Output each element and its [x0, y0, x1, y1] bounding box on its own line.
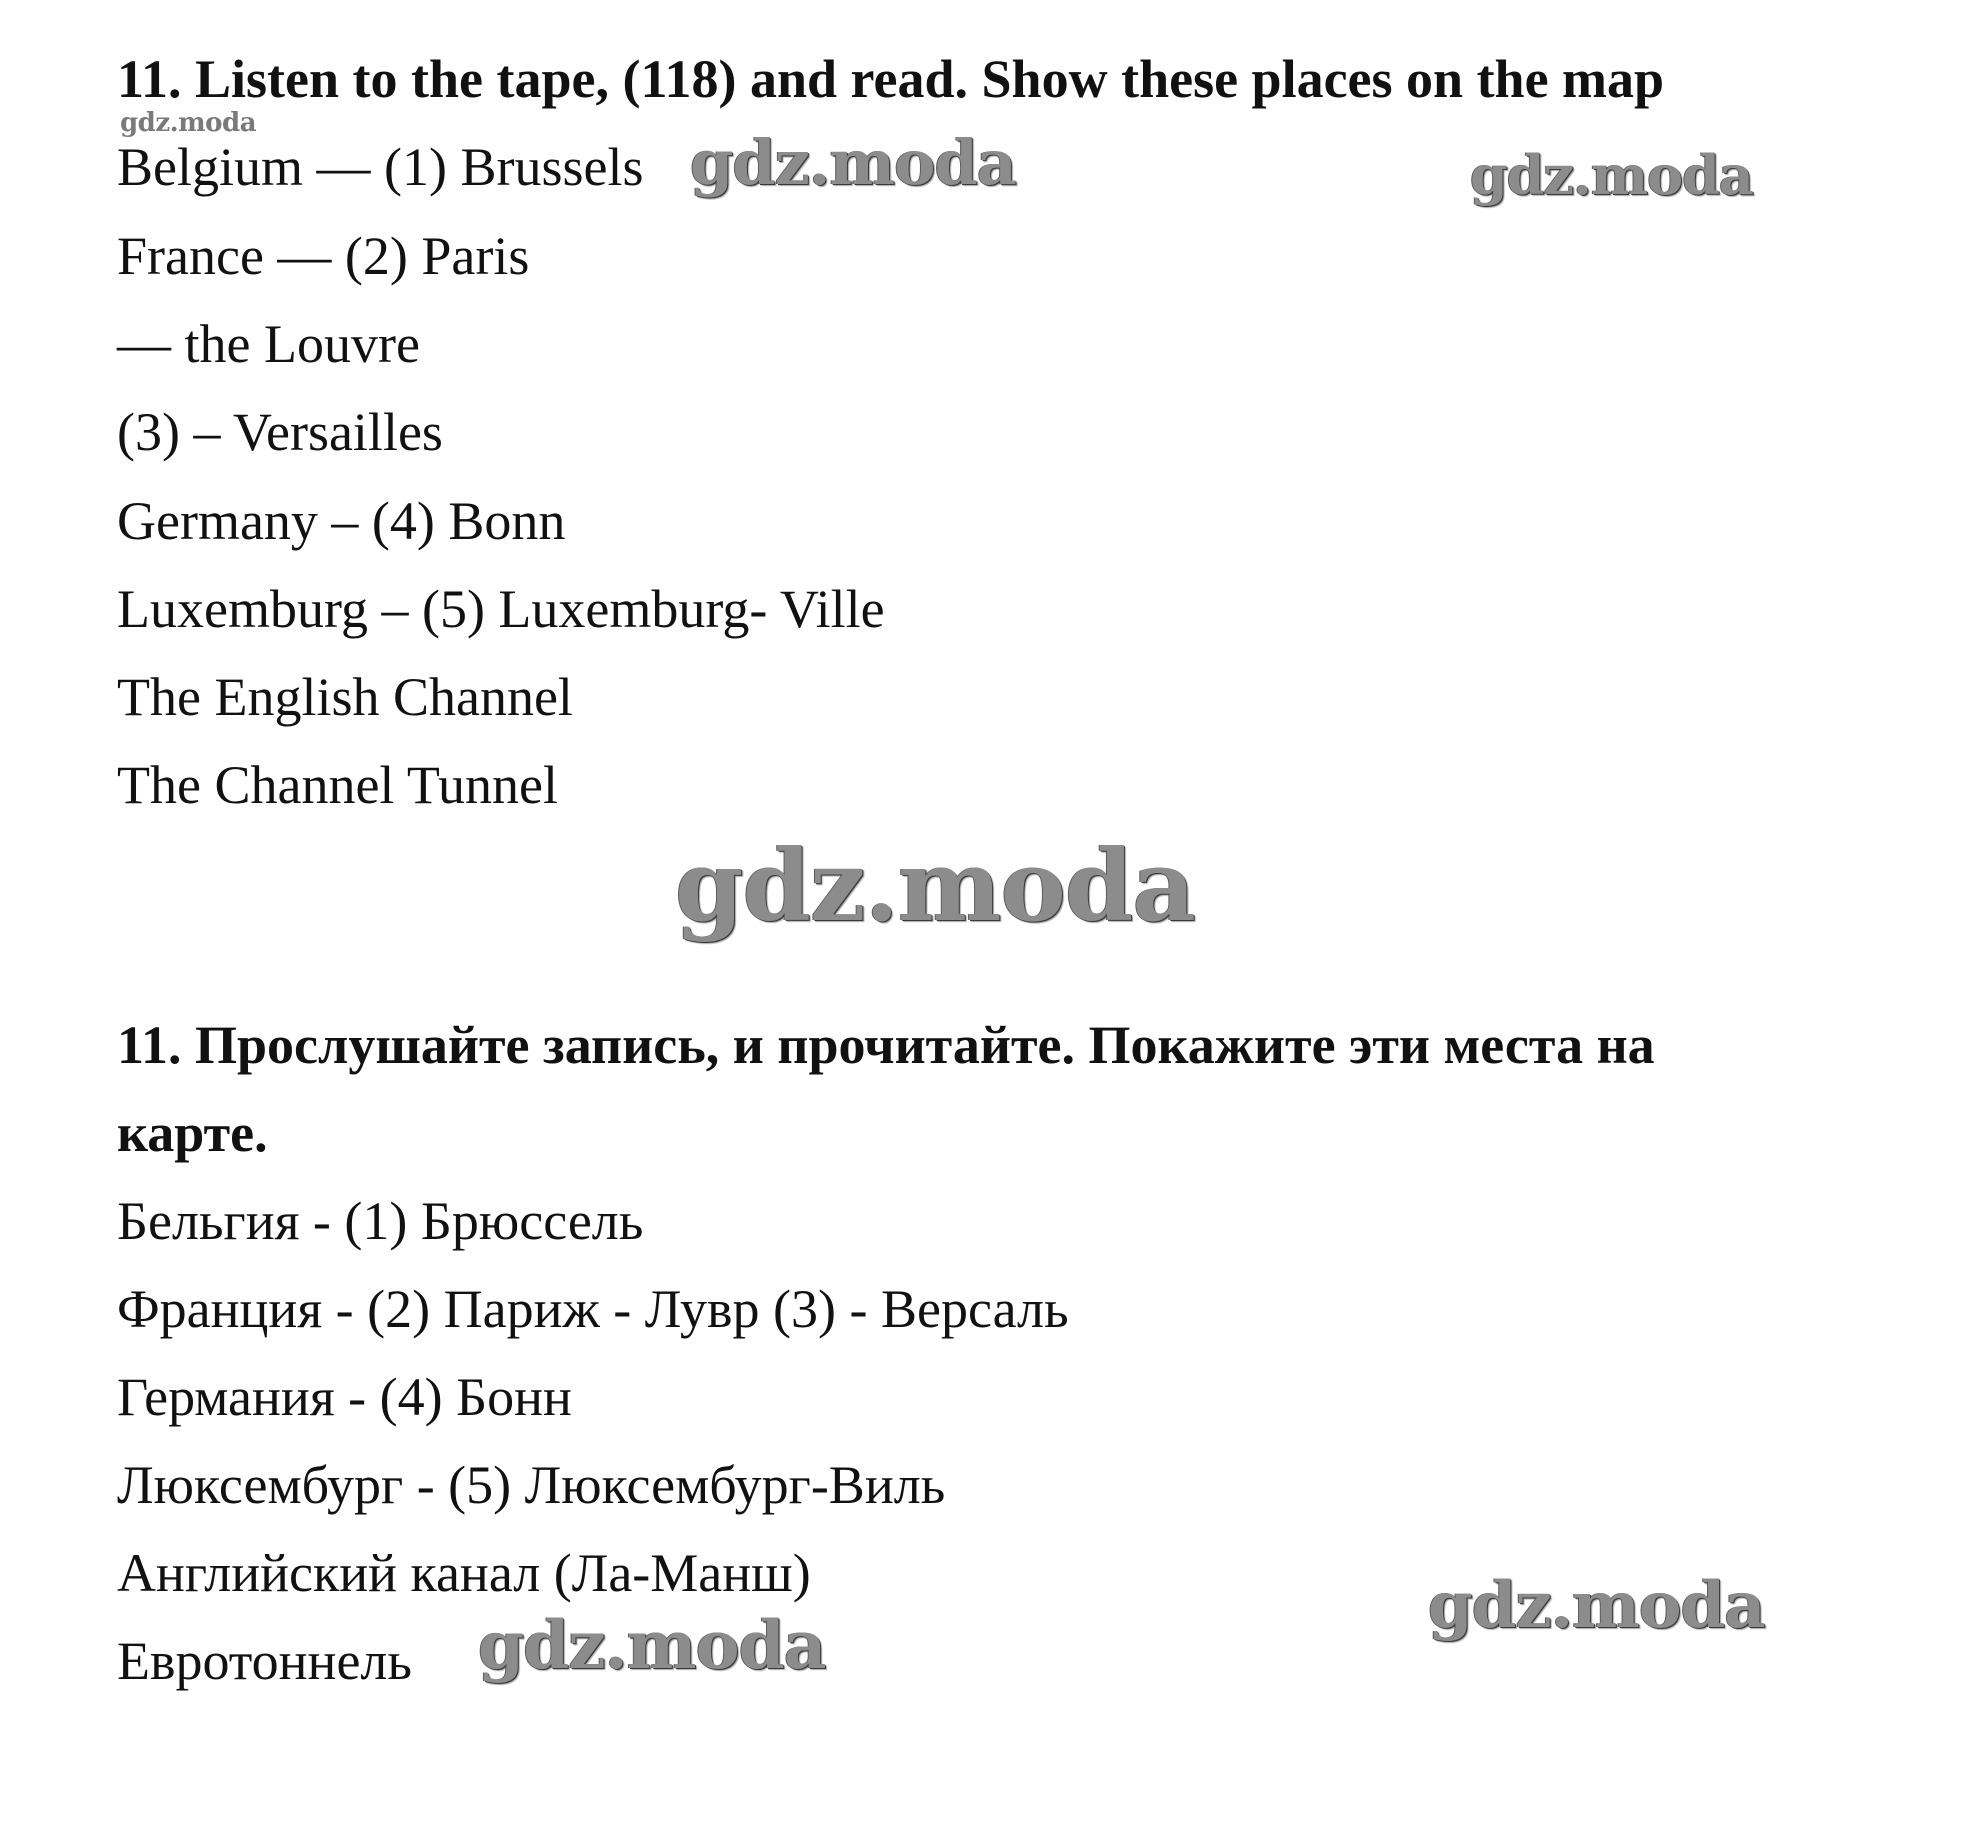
english-line-belgium: Belgium — (1) Brussels [117, 137, 644, 197]
russian-line-eurotunnel: Евротоннель [117, 1631, 412, 1691]
russian-heading-line-1: 11. Прослушайте запись, и прочитайте. Покажите эти места на [117, 1015, 1655, 1075]
watermark-bottom-center: gdz.moda [478, 1606, 826, 1684]
english-line-france: France — (2) Paris [117, 226, 530, 286]
watermark-center-large: gdz.moda [675, 829, 1195, 944]
russian-line-belgium: Бельгия - (1) Брюссель [117, 1191, 644, 1251]
watermark-top-center: gdz.moda [690, 126, 1016, 199]
english-line-louvre: — the Louvre [117, 314, 420, 374]
watermark-bottom-right: gdz.moda [1428, 1568, 1765, 1643]
watermark-small: gdz.moda [120, 108, 257, 138]
english-heading: 11. Listen to the tape, (118) and read. Show these places on the map [117, 49, 1665, 109]
russian-line-germany: Германия - (4) Бонн [117, 1367, 572, 1427]
russian-line-luxemburg: Люксембург - (5) Люксембург-Виль [117, 1455, 946, 1515]
russian-heading-line-2: карте. [117, 1103, 268, 1163]
russian-line-english-channel: Английский канал (Ла-Манш) [117, 1543, 811, 1603]
english-line-luxemburg: Luxemburg – (5) Luxemburg- Ville [117, 579, 885, 639]
english-line-english-channel: The English Channel [117, 667, 573, 727]
russian-line-france: Франция - (2) Париж - Лувр (3) - Версаль [117, 1279, 1069, 1339]
english-line-versailles: (3) – Versailles [117, 402, 443, 462]
english-line-germany: Germany – (4) Bonn [117, 491, 566, 551]
english-line-channel-tunnel: The Channel Tunnel [117, 755, 558, 815]
watermark-top-right: gdz.moda [1470, 143, 1753, 207]
